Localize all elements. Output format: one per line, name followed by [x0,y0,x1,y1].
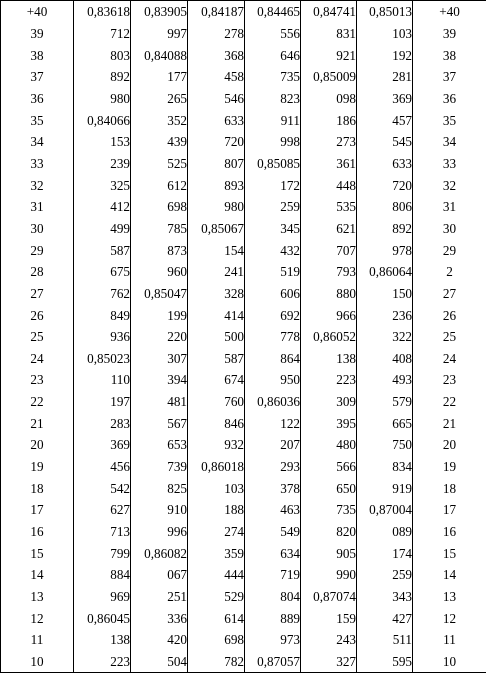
table-row [1,283,486,305]
table-cell: 633 [188,109,245,131]
row-label-left: 35 [1,109,74,131]
row-label-right: 26 [413,304,486,326]
table-row [1,218,486,240]
table-cell: 0,86064 [357,261,413,283]
table-cell: 273 [301,131,357,153]
table-row [1,109,486,131]
table-cell: 259 [245,196,301,218]
table-cell: 846 [188,412,245,434]
table-cell: 265 [131,88,188,110]
table-cell: 343 [357,586,413,608]
table-row [1,369,486,391]
table-row [1,434,486,456]
table-body [1,1,486,673]
table-cell: 519 [245,261,301,283]
table-cell: 884 [74,564,131,586]
row-label-right: 34 [413,131,486,153]
table-cell: 627 [74,499,131,521]
row-label-right: 24 [413,348,486,370]
table-cell: 223 [301,369,357,391]
row-label-right: 16 [413,521,486,543]
table-cell: 612 [131,174,188,196]
row-label-left: 31 [1,196,74,218]
table-cell: 864 [245,348,301,370]
row-label-left: 23 [1,369,74,391]
table-cell: 369 [74,434,131,456]
table-cell: 0,87004 [357,499,413,521]
table-cell: 834 [357,456,413,478]
row-label-right: 22 [413,391,486,413]
table-cell: 969 [74,586,131,608]
table-cell: 0,85023 [74,348,131,370]
row-label-right: 14 [413,564,486,586]
row-label-right: 33 [413,153,486,175]
table-cell: 807 [188,153,245,175]
row-label-right: 12 [413,607,486,629]
table-cell: 0,85085 [245,153,301,175]
table-cell: 990 [301,564,357,586]
table-row [1,629,486,651]
row-label-left: 18 [1,477,74,499]
table-cell: 634 [245,542,301,564]
table-cell: 192 [357,44,413,66]
table-cell: 328 [188,283,245,305]
row-label-right: 39 [413,23,486,45]
table-cell: 504 [131,651,188,673]
table-cell: 892 [357,218,413,240]
table-cell: 259 [357,564,413,586]
table-row [1,23,486,45]
table-cell: 395 [301,412,357,434]
table-cell: 188 [188,499,245,521]
table-cell: 556 [245,23,301,45]
table-cell: 0,85047 [131,283,188,305]
row-label-left: 11 [1,629,74,651]
table-cell: 698 [131,196,188,218]
table-cell: 889 [245,607,301,629]
row-label-left: 39 [1,23,74,45]
table-cell: 980 [188,196,245,218]
table-row [1,412,486,434]
table-cell: 720 [357,174,413,196]
row-label-right: 30 [413,218,486,240]
table-row [1,44,486,66]
table-cell: 122 [245,412,301,434]
row-label-left: 38 [1,44,74,66]
table-cell: 172 [245,174,301,196]
row-label-left: 37 [1,66,74,88]
table-cell: 174 [357,542,413,564]
table-cell: 712 [74,23,131,45]
table-cell: 369 [357,88,413,110]
table-cell: 739 [131,456,188,478]
table-cell: 414 [188,304,245,326]
table-cell: 110 [74,369,131,391]
table-cell: 325 [74,174,131,196]
row-label-left: 13 [1,586,74,608]
row-label-left: 36 [1,88,74,110]
table-cell: 197 [74,391,131,413]
table-cell: 0,86018 [188,456,245,478]
table-row [1,326,486,348]
row-label-left: 22 [1,391,74,413]
table-cell: 444 [188,564,245,586]
table-cell: 650 [301,477,357,499]
table-cell: 587 [74,239,131,261]
row-label-right: 23 [413,369,486,391]
table-row [1,348,486,370]
row-label-left: +40 [1,1,74,23]
row-label-left: 10 [1,651,74,673]
table-row [1,607,486,629]
table-cell: 529 [188,586,245,608]
row-label-right: 18 [413,477,486,499]
table-cell: 345 [245,218,301,240]
table-cell: 103 [357,23,413,45]
table-cell: 892 [74,66,131,88]
table-cell: 750 [357,434,413,456]
table-cell: 0,83618 [74,1,131,23]
table-cell: 713 [74,521,131,543]
table-cell: 785 [131,218,188,240]
row-label-right: 25 [413,326,486,348]
row-label-right: 2 [413,261,486,283]
row-label-left: 24 [1,348,74,370]
row-label-left: 14 [1,564,74,586]
table-cell: 719 [245,564,301,586]
table-cell: 621 [301,218,357,240]
table-cell: 735 [301,499,357,521]
table-cell: 432 [245,239,301,261]
table-row [1,1,486,23]
table-cell: 309 [301,391,357,413]
table-cell: 587 [188,348,245,370]
table-row [1,521,486,543]
table-cell: 996 [131,521,188,543]
table-cell: 511 [357,629,413,651]
table-cell: 361 [301,153,357,175]
table-cell: 412 [74,196,131,218]
table-cell: 825 [131,477,188,499]
table-row [1,66,486,88]
table-cell: 439 [131,131,188,153]
table-cell: 905 [301,542,357,564]
table-cell: 098 [301,88,357,110]
table-cell: 251 [131,586,188,608]
table-cell: 0,85013 [357,1,413,23]
table-cell: 0,86052 [301,326,357,348]
table-cell: 352 [131,109,188,131]
table-cell: 997 [131,23,188,45]
table-cell: 665 [357,412,413,434]
table-cell: 278 [188,23,245,45]
table-cell: 186 [301,109,357,131]
table-cell: 546 [188,88,245,110]
table-cell: 579 [357,391,413,413]
table-cell: 153 [74,131,131,153]
table-cell: 549 [245,521,301,543]
table-row [1,153,486,175]
table-cell: 0,87074 [301,586,357,608]
table-cell: 545 [357,131,413,153]
row-label-right: 11 [413,629,486,651]
table-cell: 0,84741 [301,1,357,23]
table-cell: 0,84066 [74,109,131,131]
row-label-right: 17 [413,499,486,521]
row-label-left: 19 [1,456,74,478]
table-cell: 921 [301,44,357,66]
table-cell: 150 [357,283,413,305]
table-cell: 281 [357,66,413,88]
table-cell: 566 [301,456,357,478]
table-cell: 535 [301,196,357,218]
table-cell: 799 [74,542,131,564]
table-cell: 207 [245,434,301,456]
table-cell: 820 [301,521,357,543]
row-label-left: 27 [1,283,74,305]
table-cell: 707 [301,239,357,261]
table-cell: 525 [131,153,188,175]
table-cell: 646 [245,44,301,66]
table-row [1,88,486,110]
table-cell: 831 [301,23,357,45]
row-label-left: 20 [1,434,74,456]
table-cell: 199 [131,304,188,326]
table-cell: 283 [74,412,131,434]
row-label-right: 35 [413,109,486,131]
table-cell: 998 [245,131,301,153]
table-row [1,391,486,413]
table-row [1,651,486,673]
table-cell: 500 [188,326,245,348]
table-cell: 456 [74,456,131,478]
row-label-left: 25 [1,326,74,348]
table-cell: 804 [245,586,301,608]
table-cell: 782 [188,651,245,673]
table-cell: 336 [131,607,188,629]
table-row [1,196,486,218]
table-cell: 762 [74,283,131,305]
table-cell: 936 [74,326,131,348]
table-cell: 394 [131,369,188,391]
table-cell: 0,85009 [301,66,357,88]
table-cell: 239 [74,153,131,175]
table-cell: 973 [245,629,301,651]
table-cell: 735 [245,66,301,88]
table-cell: 692 [245,304,301,326]
table-cell: 293 [245,456,301,478]
table-cell: 274 [188,521,245,543]
table-cell: 567 [131,412,188,434]
table-cell: 806 [357,196,413,218]
row-label-right: 29 [413,239,486,261]
table-cell: 873 [131,239,188,261]
table-cell: 966 [301,304,357,326]
table-cell: 089 [357,521,413,543]
table-cell: 720 [188,131,245,153]
table-cell: 542 [74,477,131,499]
table-row [1,304,486,326]
table-cell: 0,84465 [245,1,301,23]
table-cell: 448 [301,174,357,196]
table-row [1,239,486,261]
table-row [1,499,486,521]
row-label-left: 28 [1,261,74,283]
table-cell: 458 [188,66,245,88]
table-cell: 932 [188,434,245,456]
table-cell: 067 [131,564,188,586]
table-cell: 368 [188,44,245,66]
table-cell: 978 [357,239,413,261]
table-cell: 480 [301,434,357,456]
table-cell: 803 [74,44,131,66]
row-label-right: 13 [413,586,486,608]
table-cell: 463 [245,499,301,521]
table-cell: 950 [245,369,301,391]
row-label-left: 21 [1,412,74,434]
table-cell: 0,86036 [245,391,301,413]
table-row [1,261,486,283]
table-row [1,564,486,586]
table-cell: 177 [131,66,188,88]
table-cell: 241 [188,261,245,283]
row-label-right: +40 [413,1,486,23]
table-cell: 778 [245,326,301,348]
table-cell: 138 [74,629,131,651]
table-cell: 893 [188,174,245,196]
row-label-left: 12 [1,607,74,629]
table-cell: 910 [131,499,188,521]
table-cell: 698 [188,629,245,651]
table-cell: 236 [357,304,413,326]
table-cell: 0,84088 [131,44,188,66]
table-cell: 378 [245,477,301,499]
table-cell: 457 [357,109,413,131]
table-cell: 408 [357,348,413,370]
table-cell: 633 [357,153,413,175]
table-cell: 0,84187 [188,1,245,23]
table-cell: 595 [357,651,413,673]
row-label-left: 17 [1,499,74,521]
table-cell: 880 [301,283,357,305]
row-label-right: 37 [413,66,486,88]
table-cell: 359 [188,542,245,564]
table-cell: 793 [301,261,357,283]
table-cell: 493 [357,369,413,391]
table-cell: 327 [301,651,357,673]
table-cell: 606 [245,283,301,305]
table-cell: 960 [131,261,188,283]
row-label-right: 10 [413,651,486,673]
row-label-right: 32 [413,174,486,196]
table-row [1,477,486,499]
table-cell: 614 [188,607,245,629]
table-cell: 159 [301,607,357,629]
row-label-left: 29 [1,239,74,261]
row-label-left: 33 [1,153,74,175]
row-label-left: 30 [1,218,74,240]
table-cell: 0,86045 [74,607,131,629]
table-cell: 243 [301,629,357,651]
table-cell: 849 [74,304,131,326]
row-label-right: 20 [413,434,486,456]
row-label-left: 32 [1,174,74,196]
table-cell: 481 [131,391,188,413]
table-cell: 0,85067 [188,218,245,240]
row-label-right: 19 [413,456,486,478]
table-cell: 307 [131,348,188,370]
table-cell: 653 [131,434,188,456]
table-cell: 220 [131,326,188,348]
table-row [1,586,486,608]
table-cell: 911 [245,109,301,131]
table-cell: 499 [74,218,131,240]
row-label-left: 16 [1,521,74,543]
table-cell: 0,83905 [131,1,188,23]
row-label-right: 31 [413,196,486,218]
table-cell: 427 [357,607,413,629]
table-cell: 760 [188,391,245,413]
table-cell: 675 [74,261,131,283]
table-cell: 103 [188,477,245,499]
row-label-right: 21 [413,412,486,434]
table-cell: 154 [188,239,245,261]
table-cell: 0,87057 [245,651,301,673]
table-cell: 322 [357,326,413,348]
row-label-left: 34 [1,131,74,153]
row-label-right: 27 [413,283,486,305]
table-cell: 138 [301,348,357,370]
table-row [1,131,486,153]
table-cell: 823 [245,88,301,110]
row-label-left: 26 [1,304,74,326]
table-cell: 0,86082 [131,542,188,564]
table-row [1,542,486,564]
row-label-left: 15 [1,542,74,564]
table-row [1,174,486,196]
table-cell: 674 [188,369,245,391]
row-label-right: 38 [413,44,486,66]
table-cell: 223 [74,651,131,673]
table-cell: 919 [357,477,413,499]
table-cell: 420 [131,629,188,651]
table-row [1,456,486,478]
table-cell: 980 [74,88,131,110]
row-label-right: 36 [413,88,486,110]
row-label-right: 15 [413,542,486,564]
